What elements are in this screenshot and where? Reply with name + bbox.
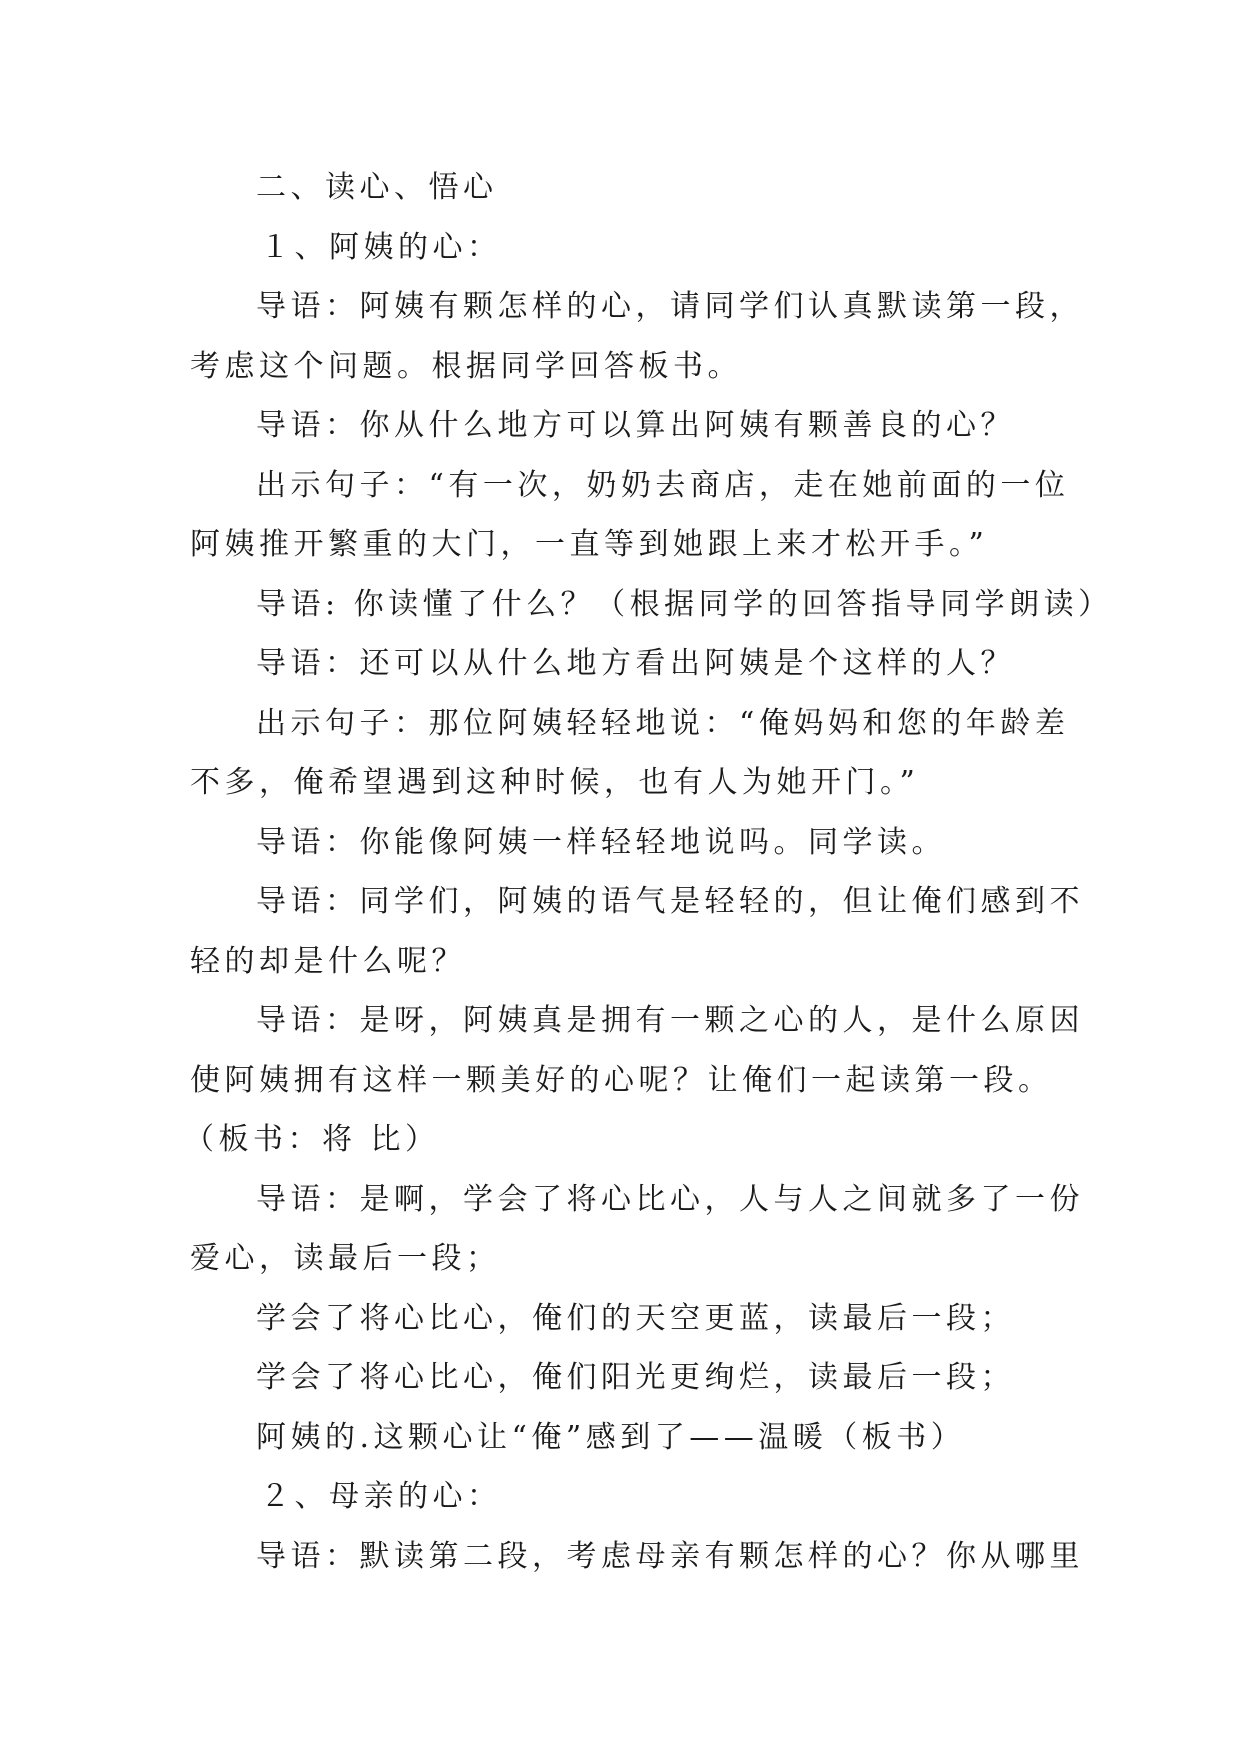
section-heading: 二、读心、悟心 xyxy=(256,170,498,205)
paragraph-line: 考虑这个问题。根据同学回答板书。 xyxy=(190,348,742,384)
paragraph-line: 导语：是啊，学会了将心比心，人与人之间就多了一份 xyxy=(256,1181,1084,1217)
paragraph-line: 导语：阿姨有颗怎样的心，请同学们认真默读第一段， xyxy=(256,289,1084,324)
paragraph-line: 导语: 你读懂了什么？（根据同学的回答指导同学朗读） xyxy=(256,586,1113,622)
paragraph-line: 导语：是呀，阿姨真是拥有一颗之心的人，是什么原因 xyxy=(256,1003,1084,1038)
paragraph-line: 不多，俺希望遇到这种时候，也有人为她开门。” xyxy=(190,765,920,800)
subsection-heading: １、阿姨的心： xyxy=(260,229,502,265)
paragraph-line: 学会了将心比心，俺们阳光更绚烂，读最后一段； xyxy=(256,1360,1015,1395)
paragraph-line: 阿姨推开繁重的大门，一直等到她跟上来才松开手。” xyxy=(190,527,989,562)
subsection-heading: ２、母亲的心： xyxy=(260,1479,502,1514)
paragraph-line: 轻的却是什么呢？ xyxy=(190,943,466,979)
paragraph-line: 导语：同学们，阿姨的语气是轻轻的，但让俺们感到不 xyxy=(256,884,1084,919)
paragraph-line: 爱心，读最后一段； xyxy=(190,1241,501,1276)
paragraph-line: 阿姨的.这颗心让“俺”感到了——温暖（板书） xyxy=(256,1419,966,1455)
paragraph-line: 导语：你从什么地方可以算出阿姨有颗善良的心？ xyxy=(256,408,1015,443)
paragraph-line: 出示句子：那位阿姨轻轻地说：“俺妈妈和您的年龄差 xyxy=(256,705,1070,741)
board-note-line: （板书：将 比） xyxy=(184,1122,440,1157)
paragraph-line: 导语：还可以从什么地方看出阿姨是个这样的人？ xyxy=(256,646,1015,681)
paragraph-line: 导语：你能像阿姨一样轻轻地说吗。同学读。 xyxy=(256,824,946,860)
document-body xyxy=(184,158,1113,1586)
paragraph-line: 使阿姨拥有这样一颗美好的心呢？让俺们一起读第一段。 xyxy=(190,1062,1053,1098)
paragraph-line: 导语：默读第二段，考虑母亲有颗怎样的心？你从哪里 xyxy=(256,1538,1084,1574)
paragraph-line: 学会了将心比心，俺们的天空更蓝，读最后一段； xyxy=(256,1300,1015,1336)
paragraph-line: 出示句子：“有一次，奶奶去商店，走在她前面的一位 xyxy=(256,467,1070,503)
